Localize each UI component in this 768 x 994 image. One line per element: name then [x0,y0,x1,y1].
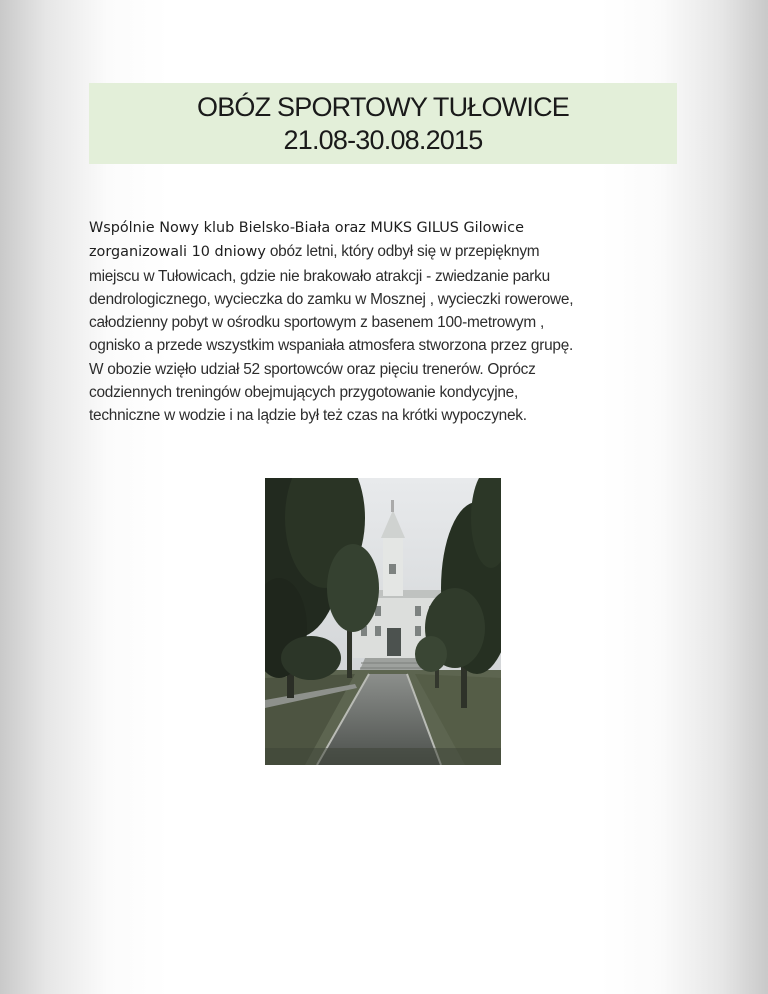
photo-illustration [265,478,501,765]
paragraph-line: dendrologicznego, wycieczka do zamku w Mosznej , wycieczki rowerowe, [89,290,574,308]
page-dates: 21.08-30.08.2015 [283,124,483,155]
paragraph-line: miejscu w Tułowicach, gdzie nie brakowało atrakcji - zwiedzanie parku [89,267,550,285]
park-palace-photo [265,478,501,765]
lead-text: zorganizowali 10 dniowy [89,244,266,261]
paragraph-line: codziennych treningów obejmujących przygotowanie kondycyjne, [89,384,519,402]
title-banner [89,83,677,164]
page-title: OBÓZ SPORTOWY TUŁOWICE [197,91,569,122]
paragraph-line: całodzienny pobyt w ośrodku sportowym z basenem 100-metrowym , [89,314,544,332]
article-paragraph [89,216,679,428]
body-text: obóz letni, który odbył się w przepięknym [265,243,540,261]
paragraph-line [89,216,679,240]
paragraph-line [89,240,679,264]
lead-text: Wspólnie Nowy klub Bielsko-Biała oraz MUKS GILUS Gilowice [89,220,524,236]
paragraph-line: W obozie wzięło udział 52 sportowców oraz pięciu trenerów. Oprócz [89,360,536,378]
paragraph-line: techniczne w wodzie i na lądzie był też czas na krótki wypoczynek. [89,407,527,425]
paragraph-line: ognisko a przede wszystkim wspaniała atmosfera stworzona przez grupę. [89,337,574,355]
